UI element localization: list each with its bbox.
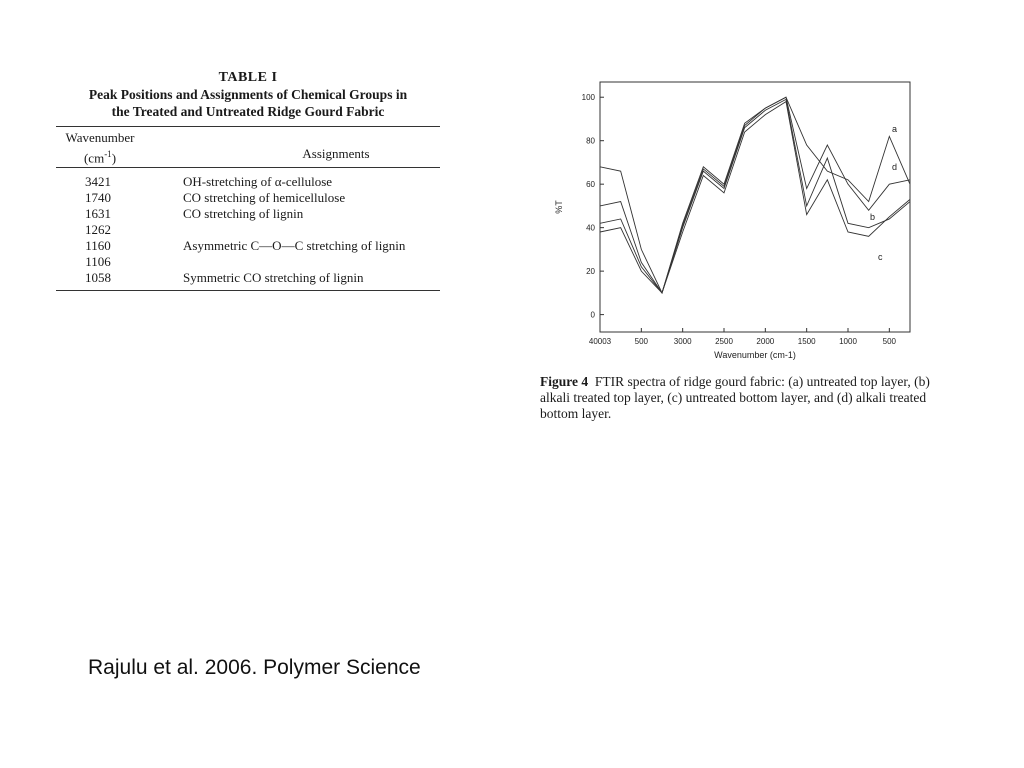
table-row — [56, 254, 440, 270]
x-tick-label: 3000 — [673, 337, 692, 346]
curve-label-a: a — [892, 124, 898, 134]
table-bottom-rule — [56, 290, 440, 291]
figure-caption-label: Figure 4 — [540, 374, 589, 389]
x-tick-label: 2500 — [715, 337, 733, 346]
row-wavenumber: 3421 — [85, 174, 111, 189]
table-row — [56, 190, 440, 206]
y-tick-label: 20 — [586, 267, 595, 277]
y-axis-label: %T — [554, 200, 564, 214]
table-row — [56, 206, 440, 222]
series-c-line — [600, 102, 910, 293]
header-wavenumber-unit: $(cm^{-1})$ — [83, 149, 117, 166]
y-tick-label: 80 — [586, 136, 595, 146]
row-assignment: Symmetric CO stretching of lignin — [183, 270, 364, 285]
table-caption-line-2: the Treated and Untreated Ridge Gourd Fabric — [111, 104, 385, 119]
peak-table — [56, 70, 440, 291]
x-tick-label: 2000 — [756, 337, 775, 346]
curve-label-c: c — [878, 252, 883, 262]
y-tick-label: 100 — [581, 93, 595, 103]
curve-label-b: b — [870, 212, 876, 222]
series-a-line — [600, 97, 910, 293]
y-tick-label: 0 — [590, 310, 595, 320]
table-row — [56, 174, 440, 190]
x-tick-label: 500 — [882, 337, 897, 346]
y-tick-label: 40 — [586, 223, 595, 233]
x-axis-label: Wavenumber (cm-1) — [714, 350, 796, 360]
y-tick-label: 60 — [586, 180, 595, 190]
citation: Rajulu et al. 2006. Polymer Science — [88, 656, 421, 679]
header-wavenumber — [58, 130, 142, 166]
ftir-chart — [540, 70, 930, 370]
row-assignment: CO stretching of hemicellulose — [183, 190, 346, 205]
table-row — [56, 270, 440, 286]
table-row — [56, 238, 440, 254]
row-wavenumber: 1160 — [85, 238, 111, 253]
row-assignment: CO stretching of lignin — [183, 206, 304, 221]
x-tick-label: 40003 — [588, 337, 612, 346]
figure-caption-text: FTIR spectra of ridge gourd fabric: (a) untreated top layer, (b) alkali treated top layer, (c) untreated bottom layer, and (d) alkali treated bottom layer. — [540, 374, 930, 421]
header-wavenumber-label: Wavenumber — [65, 130, 135, 145]
ftir-figure — [540, 70, 930, 422]
figure-caption — [540, 374, 930, 422]
table-label: TABLE I — [218, 70, 278, 85]
row-wavenumber: 1262 — [85, 222, 111, 237]
table-header — [56, 127, 440, 167]
row-assignment: Asymmetric C—O—C stretching of lignin — [183, 238, 406, 253]
header-assignments: Assignments — [302, 146, 370, 161]
row-wavenumber: 1740 — [85, 190, 111, 205]
x-tick-label: 500 — [634, 337, 649, 346]
row-assignment: OH-stretching of α-cellulose — [183, 174, 333, 189]
curve-label-d: d — [892, 162, 898, 172]
row-wavenumber: 1106 — [85, 254, 111, 269]
series-d-line — [600, 97, 910, 293]
table-row — [56, 222, 440, 238]
row-wavenumber: 1631 — [85, 206, 111, 221]
table-caption-line-1: Peak Positions and Assignments of Chemical Groups in — [88, 87, 408, 102]
x-tick-label: 1000 — [839, 337, 857, 346]
row-wavenumber: 1058 — [85, 270, 111, 285]
x-tick-label: 1500 — [797, 337, 816, 346]
table-body — [56, 168, 440, 290]
